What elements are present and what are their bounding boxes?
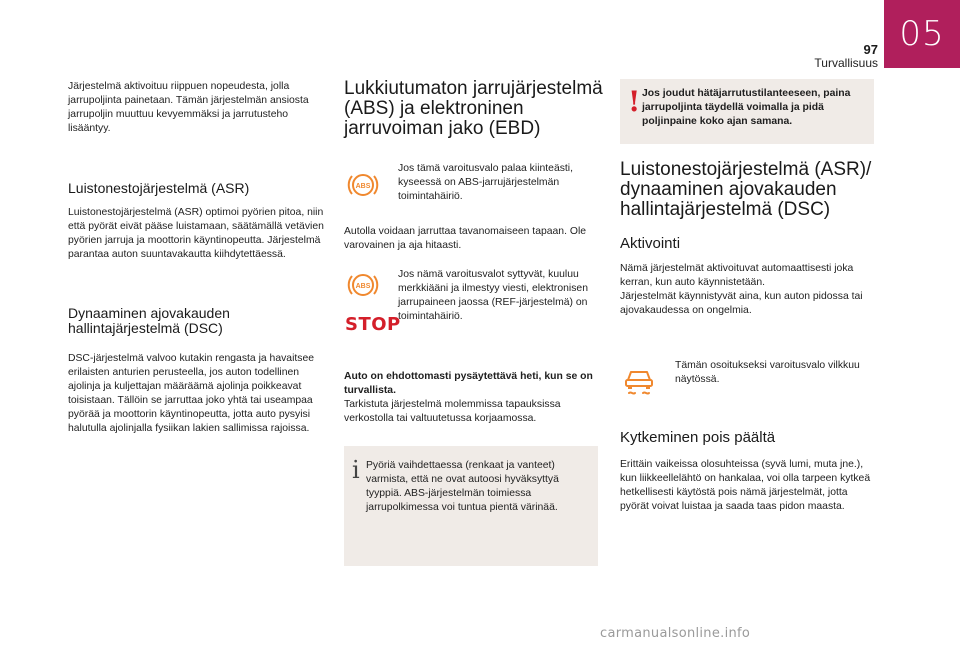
dsc-heading (68, 306, 320, 336)
abs-heading-line3: jarruvoiman jako (EBD) (344, 118, 541, 139)
asr-dsc-heading-line1: Luistonestojärjestelmä (ASR)/ (620, 159, 872, 180)
skidding-car-icon (620, 362, 658, 398)
activation-heading: Aktivointi (620, 235, 681, 252)
svg-text:ABS: ABS (355, 283, 371, 290)
svg-text:ABS: ABS (355, 183, 371, 190)
section-title: Turvallisuus (814, 56, 878, 70)
page-number: 97 (863, 42, 878, 57)
chapter-tab: 05 (884, 0, 960, 68)
asr-dsc-heading-line2: dynaaminen ajovakauden (620, 179, 837, 200)
asr-dsc-heading (620, 160, 880, 220)
asr-dsc-heading-line3: hallintajärjestelmä (DSC) (620, 199, 831, 220)
dsc-heading-line1: Dynaaminen ajovakauden (68, 305, 230, 321)
abs-warning-icon-2 (346, 270, 380, 300)
stop-text: Tarkistuta järjestelmä molemmissa tapauksissa verkostolla tai valtuutetussa korjaamossa. (344, 399, 561, 424)
exclamation-icon: ! (628, 85, 641, 118)
watermark[interactable]: carmanualsonline.info (600, 626, 751, 641)
activation-paragraph (620, 262, 876, 318)
info-note-text: Pyöriä vaihdettaessa (renkaat ja vanteet) varmista, että ne ovat autoosi hyväksyttyä tyyppiä. ABS-järjestelmän toimiessa jarrupolkimessa voi tuntua pientä värinää. (366, 460, 559, 513)
abs-stop-text: Jos nämä varoitusvalot syttyvät, kuuluu merkkiääni ja ilmestyy viesti, elektronisen jarrupaineen jaossa (REF-järjestelmä) on toimintahäiriö. (398, 269, 588, 322)
info-icon: i (352, 456, 360, 484)
abs-heading-line1: Lukkiutumaton jarrujärjestelmä (344, 78, 603, 99)
deactivation-heading: Kytkeminen pois päältä (620, 429, 776, 446)
warning-note-text: Jos joudut hätäjarrutustilanteeseen, paina jarrupoljinta täydellä voimalla ja pidä poljinpaine koko ajan samana. (642, 88, 851, 127)
deactivation-paragraph: Erittäin vaikeissa olosuhteissa (syvä lumi, muta jne.), kun liikkeellelähtö on hankalaa, voi olla tarpeen kytkeä hetkellisesti käytöstä pois nämä järjestelmät, jotta pyörät voivat luistaa ja saada taas pidon maasta. (620, 459, 871, 512)
stop-icon: STOP (345, 314, 401, 335)
blink-text: Tämän osoitukseksi varoitusvalo vilkkuu näytössä. (675, 360, 860, 385)
activation-text-1: Nämä järjestelmät aktivoituvat automaattisesti joka kerran, kun auto käynnistetään. (620, 263, 854, 288)
abs-warning-text: Jos tämä varoitusvalo palaa kiinteästi, kyseessä on ABS-jarrujärjestelmän toimintahäiriö. (398, 163, 573, 202)
dsc-paragraph: DSC-järjestelmä valvoo kutakin rengasta ja havaitsee erilaisten anturien perusteella, jos auton todellinen ajolinja ja kuljettajan määräämä ajolinja poikkeavat toisistaan. Tällöin se jarruttaa joko yhtä tai useampaa pyörää ja moottorin käyntinopeutta, jotta auto pysyisi halutulla ajolinjalla fysiikan lakien sallimissa rajoissa. (68, 353, 315, 434)
warning-note-box (620, 79, 874, 144)
abs-drive-text: Autolla voidaan jarruttaa tavanomaiseen tapaan. Ole varovainen ja aja hitaasti. (344, 226, 587, 251)
dsc-heading-line2: hallintajärjestelmä (DSC) (68, 320, 223, 336)
asr-heading: Luistonestojärjestelmä (ASR) (68, 180, 250, 196)
stop-bold-text: Auto on ehdottomasti pysäytettävä heti, kun se on turvallista. (344, 371, 593, 396)
asr-paragraph: Luistonestojärjestelmä (ASR) optimoi pyörien pitoa, niin että pyörät eivät pääse luistamaan, säätämällä vetävien pyörien jarruja ja moottorin käyntinopeutta. Järjestelmä parantaa auton suuntavakautta kiihdytettäessä. (68, 207, 324, 260)
abs-heading-line2: (ABS) ja elektroninen (344, 98, 524, 119)
abs-warning-icon (346, 170, 380, 200)
abs-ebd-heading (344, 79, 608, 139)
info-note-box (344, 446, 598, 566)
stop-instructions (344, 370, 600, 426)
activation-text-2: Järjestelmät käynnistyvät aina, kun auton pidossa tai ajovakaudessa on ongelmia. (620, 291, 863, 316)
intro-paragraph: Järjestelmä aktivoituu riippuen nopeudesta, jolla jarrupoljinta painetaan. Tämän järjestelmän ansiosta jarrupoljin muuttuu kevyemmäksi ja jarrutusteho lisääntyy. (68, 81, 309, 134)
